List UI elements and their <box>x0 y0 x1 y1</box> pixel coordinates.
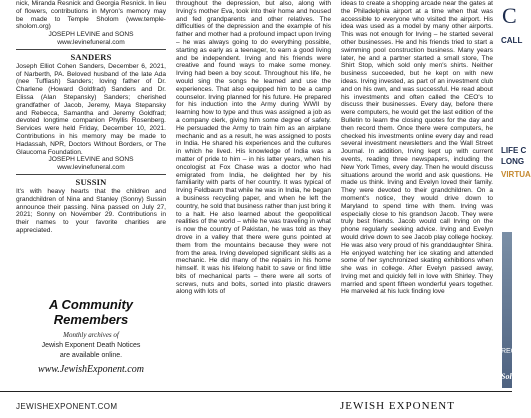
funeral-home-name: JOSEPH LEVINE and SONS <box>48 156 134 164</box>
ad-photo <box>502 232 512 388</box>
promo-line1: Monthly archives of <box>63 331 119 339</box>
feldbaum-obituary-text-part2: ideas to create a shopping arcade near the gates at the Philadelphia airport at a time when that was accessible to everyone who visited the airport. His idea was used as a model by many other airports. This was not enough for Irving – he started several other businesses. He and his friends tried to start a swimming pool construction business. Many years later, he and a partner started a small store, The Shirt Stop, which sold only men's shirts. Neither business succeeded, but he kept on with new ideas. Irving invested, as part of an investment club and on his own, and was successful. He read about his investments and often called the CEO's to discuss their businesses. Every day, before there were computers, he would get the last edition of the Bulletin to learn the closing quotes for the day and then record them. Once there were computers, he checked his investments online every day and read several investment newsletters and the Wall Street Journal. In addition, Irving kept up with current events, reading three newspapers, including the New York Times, every day. Then he would discuss situations around the world and ask questions. He made us think. Irving and Evelyn loved their family. They were devoted to their grandchildren. On a moment's notice, they would drive down to Maryland to spend time with them. Irving was especially close to his grandson Jacob. They were truly best friends. Jacob would call Irving on the phone regularly seeking advice. Irving and Evelyn would drive down to see Jacob play college hockey. He was also very proud of his granddaughter Shira. He enjoyed watching her ice skating and attended some of her synchronized skating exhibitions when she was in college. After Evelyn passed away, Irving met and quickly fell in love with Shirley. They married and spent fifteen wonderful years together. He marveled at his luck finding love <box>341 0 493 296</box>
feldbaum-obituary-text-part1: throughout the depression, but also, along with Irving's mother Eva, took into their home and housed and fed grandparents and other relatives. The difficulties of the depression and the example of his father and mother had a profound impact upon Irving – he was always going to do everything possible, starting as early as a teenager, to earn a good living and be independent. Irving and his friends were creative and found ways to make some money. Irving had been a boy scout. Throughout his life, he would sing the songs he learned and use the experiences. That also equipped him to be a camp counselor. Irving planned for his future. He prepared for his induction into the Army during WWII by learning how to type and thus was assigned a job as a company clerk, giving him some degree of safety. He persuaded the Army to train him as an airplane mechanic and as a result, he was assigned to posts in India. He shared his experiences and the cultures in which he lived. His knowledge of India was a matter of pride to him – in his latter years, when his oncologist at Fox Chase was a doctor who had emigrated from India, he delighted her by his familiarity with parts of her country. It was typical of Irving Feldbaum that while he was in India, he began a business recycling paper, and when he left the country, he sold that business rather than just bring it to a halt. He also learned about the geopolitical realities of the world – while he was traveling in what is now the country of Pakistan, he was told as they drove in a valley that there were guns pointed at them from the mountains because they were not from the area. Irving developed significant skills as a mechanic. He did many of the repairs in his home himself. It was his lifelong habit to save or find little bits of mechanical parts – there were all sorts of screws, nuts and bolts, sorted into plastic drawers along with lots of <box>176 0 331 296</box>
promo-title-line1: A Community <box>48 297 134 312</box>
sussin-obituary-text: It's with heavy hearts that the children and grandchildren of Nina and Stanley (Sonny) Sussin announce their passing. Nina passed on July 27, 2021; Sonny on November 29. Contributions in their names to your favorite charities are appreciated. <box>16 187 166 234</box>
ad-call-text: CALL <box>501 36 523 45</box>
obituary-column-right <box>341 0 493 388</box>
footer-divider <box>0 391 512 392</box>
footer-publication-name: JEWISH EXPONENT <box>340 400 455 412</box>
promo-url-link[interactable]: www.JewishExponent.com <box>38 364 144 375</box>
ad-headline-1: LIFE C <box>501 146 527 155</box>
obituary-column-middle <box>176 0 331 388</box>
ad-headline-3: VIRTUA <box>501 170 531 179</box>
community-remembers-promo <box>16 297 166 376</box>
obituary-column-left <box>16 0 166 274</box>
promo-line2: Jewish Exponent Death Notices <box>41 342 141 349</box>
funeral-home-name: JOSEPH LEVINE and SONS <box>48 31 134 39</box>
ad-letter: C <box>502 3 517 28</box>
funeral-home-url: www.levinefuneral.com <box>57 164 125 172</box>
ad-request-text: REQUES <box>501 348 531 355</box>
ad-tagline: Solving <box>501 372 526 381</box>
ad-headline-2: LONG <box>501 157 525 166</box>
divider <box>16 49 166 50</box>
side-advertisement[interactable] <box>501 0 531 388</box>
promo-title-line2: Remembers <box>53 312 129 327</box>
obituary-heading-sanders: SANDERS <box>70 51 112 62</box>
promo-line3: are available online. <box>59 352 123 359</box>
sanders-obituary-text: Joseph Elliot Cohen Sanders, December 6, 2021, of Narberth, PA. Beloved husband of the late Ada (nee Tuffiash) Sanders; loving father of Dr. Charlene (Howard Goldfrad) Sanders and Dr. Elissa (Alan Stepansky) Sanders; cherished grandfather of Jacob, Jeremy, Maya Stepansky and Rebecca, Samantha and Jeremy Goldfrad; devoted longtime companion Phyllis Rosenberg. Services were held Friday, December 10, 2021. Contributions in his memory may be made to Hadassah, NPR, Doctors Without Borders, or The Glaucoma Foundation. <box>16 62 166 156</box>
funeral-home-url: www.levinefuneral.com <box>57 38 125 46</box>
footer-site-url: JEWISHEXPONENT.COM <box>16 402 118 411</box>
obituary-heading-sussin: SUSSIN <box>75 176 107 187</box>
divider <box>16 174 166 175</box>
myron-obituary-end: nick, Miranda Resnick and Georgia Resnick. In lieu of flowers, contributions in Myron's memory may be made to Temple Sholom (www.temple-sholom.org) <box>16 0 166 31</box>
